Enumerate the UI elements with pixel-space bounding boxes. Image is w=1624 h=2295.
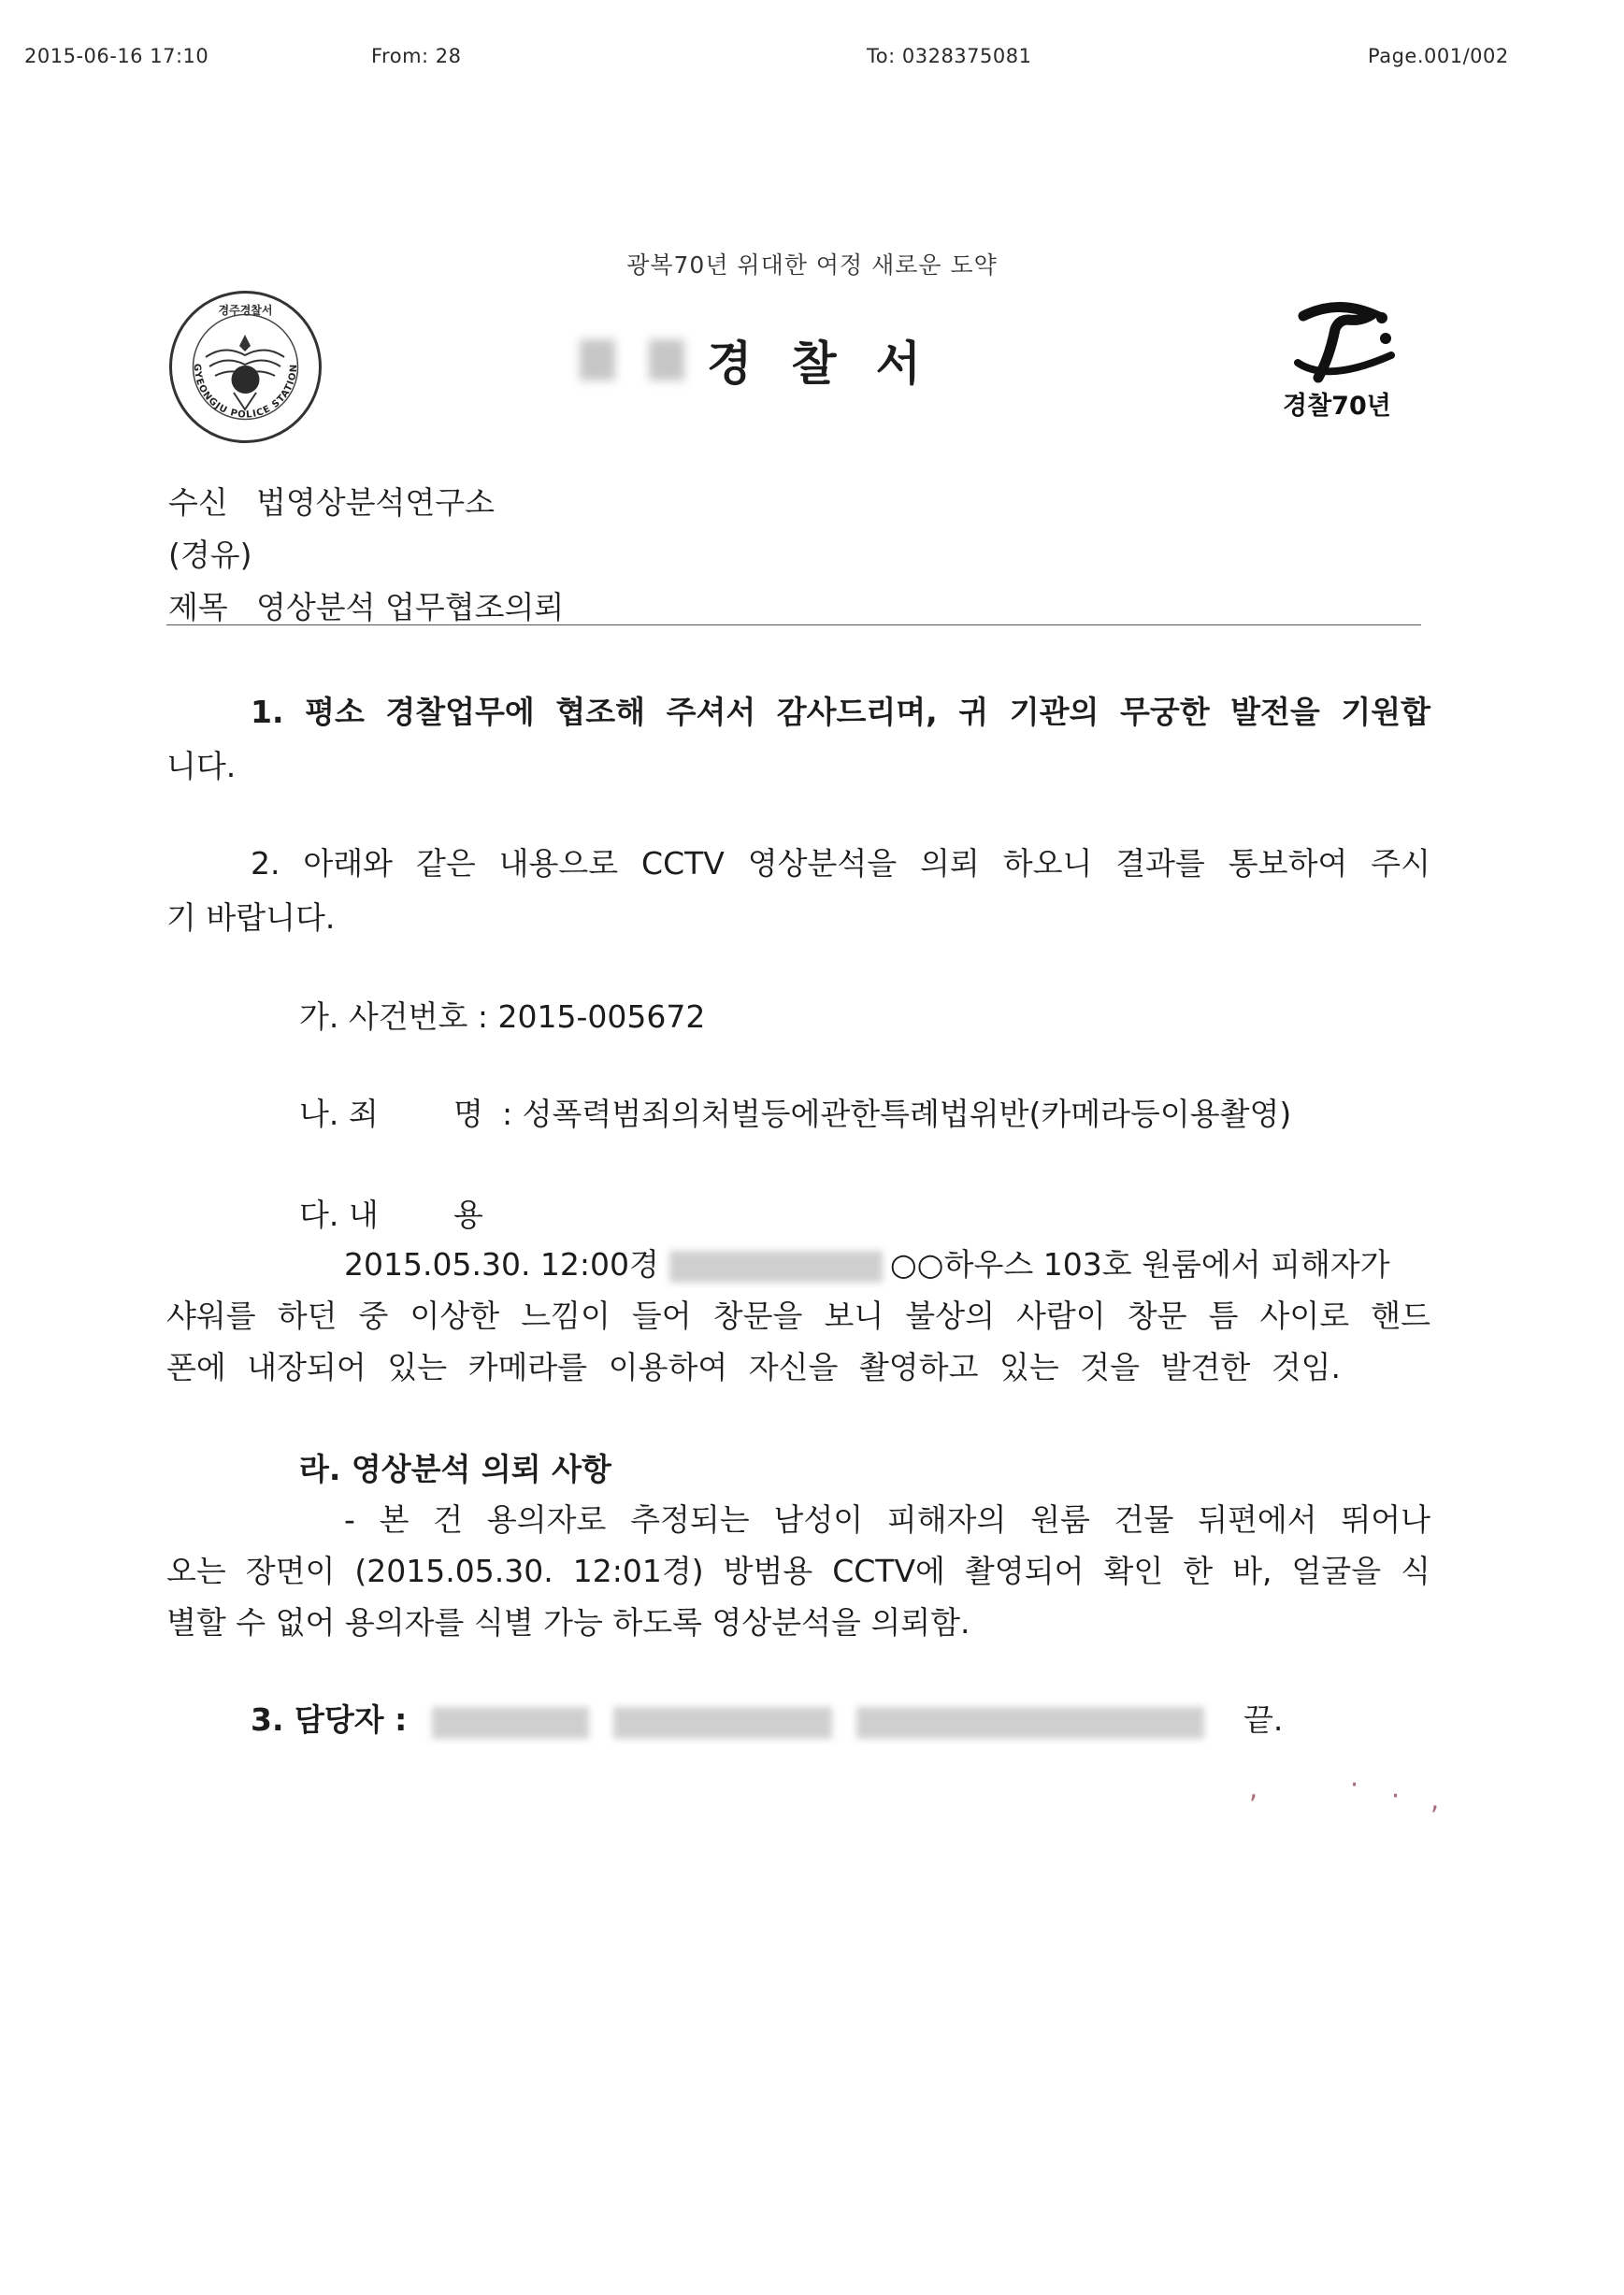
redacted-address	[669, 1251, 883, 1283]
item-charge-value: : 성폭력범죄의처벌등에관한특례법위반(카메라등이용촬영)	[502, 1096, 1292, 1132]
emblem-caption: 경찰70년	[1283, 392, 1391, 421]
redacted-contact-3	[856, 1707, 1204, 1739]
recipient-value: 법영상분석연구소	[256, 484, 496, 521]
title-police-station: 경찰서	[707, 337, 960, 391]
fax-datetime: 2015-06-16 17:10	[24, 45, 209, 67]
seal-top-text: 경주경찰서	[218, 304, 273, 317]
header-divider	[166, 624, 1421, 625]
subject-line	[168, 583, 564, 627]
redacted-contact-1	[432, 1707, 589, 1739]
content-line1-end: ○○하우스 103호 원룸에서 피해자가	[890, 1246, 1390, 1283]
recipient-label: 수신	[168, 484, 228, 521]
scan-speck: ·	[1391, 1780, 1401, 1812]
fax-page-number: Page.001/002	[1368, 45, 1509, 67]
request-line3: 별할 수 없어 용의자를 식별 가능 하도록 영상분석을 의뢰함.	[166, 1604, 970, 1641]
content-line3: 폰에 내장되어 있는 카메라를 이용하여 자신을 촬영하고 있는 것을 발견한 것임.	[166, 1349, 1341, 1385]
via-line: (경유)	[168, 537, 252, 573]
contact-label: 3. 담당자 :	[251, 1701, 408, 1738]
para2-line1: 2. 아래와 같은 내용으로 CCTV 영상분석을 의뢰 하오니 결과를 통보하여 주시	[251, 845, 1430, 882]
item-content-label-2: 용	[453, 1197, 483, 1233]
redacted-district-1	[580, 339, 615, 380]
fax-from: From: 28	[371, 45, 462, 67]
item-case-number: 가. 사건번호 : 2015-005672	[299, 998, 706, 1035]
document-title	[580, 332, 960, 391]
para1-line1: 1. 평소 경찰업무에 협조해 주셔서 감사드리며, 귀 기관의 무궁한 발전을 기원합	[251, 694, 1430, 730]
subject-label: 제목	[168, 589, 228, 625]
para2-line2: 기 바랍니다.	[166, 899, 336, 936]
seal-ring-text: GYEONGJU POLICE STATION	[191, 363, 300, 421]
subject-value: 영상분석 업무협조의뢰	[256, 589, 565, 625]
police-station-seal	[168, 290, 323, 444]
slogan: 광복70년 위대한 여정 새로운 도약	[626, 251, 998, 279]
item-charge-label: 나. 죄	[299, 1096, 379, 1132]
item-charge-label-2: 명	[453, 1096, 483, 1132]
item-content-label: 다. 내	[299, 1197, 379, 1233]
fax-to: To: 0328375081	[867, 45, 1032, 67]
content-line2: 샤워를 하던 중 이상한 느낌이 들어 창문을 보니 불상의 사람이 창문 틈 사이로 핸드	[166, 1298, 1430, 1334]
end-mark: 끝.	[1243, 1701, 1284, 1738]
content-line1-start: 2015.05.30. 12:00경	[344, 1246, 659, 1283]
redacted-contact-2	[613, 1707, 832, 1739]
request-line2: 오는 장면이 (2015.05.30. 12:01경) 방범용 CCTV에 촬영되어 확인 한 바, 얼굴을 식	[166, 1553, 1430, 1589]
item-request-heading: 라. 영상분석 의뢰 사항	[299, 1451, 611, 1487]
scan-speck: ,	[1430, 1784, 1440, 1815]
redacted-district-2	[649, 339, 684, 380]
para1-line2: 니다.	[166, 748, 237, 784]
scan-speck: ·	[1350, 1769, 1359, 1800]
recipient-line	[168, 479, 495, 523]
request-line1: - 본 건 용의자로 추정되는 남성이 피해자의 원룸 건물 뒤편에서 뛰어나	[344, 1501, 1430, 1538]
scan-speck: ,	[1249, 1772, 1258, 1804]
